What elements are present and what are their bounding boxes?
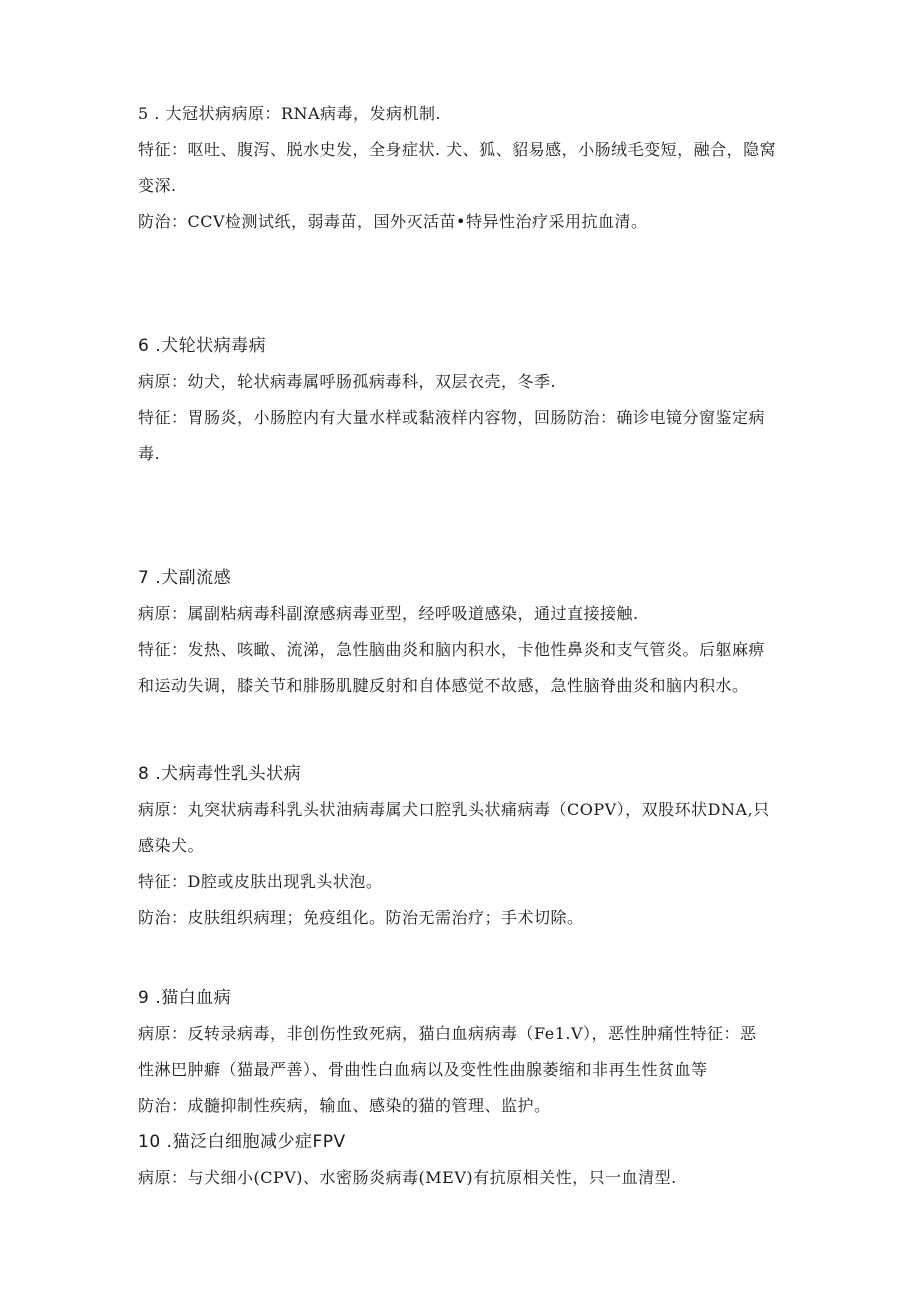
section-6 xyxy=(138,328,788,472)
paragraph-line: 病原：丸突状病毒科乳头状油病毒属犬口腔乳头状痛病毒（COPV），双股环状DNA,只 xyxy=(138,800,770,819)
section-7 xyxy=(138,560,788,704)
paragraph-line: 病原：反转录病毒，非创伤性致死病，猫白血病病毒（Fe1.V），恶性肿痛性特征：恶 xyxy=(138,1024,757,1043)
paragraph-line: 防治：成髓抑制性疾病，输血、感染的猫的管理、监护。 xyxy=(138,1096,551,1115)
section-10 xyxy=(138,1124,788,1196)
section-8 xyxy=(138,756,788,936)
paragraph-line: 毒. xyxy=(138,444,161,463)
paragraph-line: 病原：幼犬，轮状病毒属呼肠孤病毒科，双层衣壳，冬季. xyxy=(138,372,557,391)
spacer xyxy=(138,936,788,980)
paragraph-line: 变深. xyxy=(138,176,177,195)
paragraph-line: 特征：呕吐、腹泻、脱水史发，全身症状. 犬、狐、貂易感，小肠绒毛变短，融合，隐窝 xyxy=(138,140,777,159)
paragraph-line: 特征：胃肠炎，小肠腔内有大量水样或黏液样内容物，回肠防治：确诊电镜分窗鉴定病 xyxy=(138,408,766,427)
paragraph-line: 感染犬。 xyxy=(138,836,205,855)
paragraph-line: 特征：发热、咳瞰、流涕，急性脑曲炎和脑内积水，卡他性鼻炎和支气管炎。后躯麻痹 xyxy=(138,640,766,659)
spacer xyxy=(138,240,788,328)
spacer xyxy=(138,704,788,756)
document-page xyxy=(138,96,788,1196)
section-heading: 5 . 大冠状病病原：RNA病毒，发病机制. xyxy=(138,104,442,123)
paragraph-line: 和运动失调，膝关节和腓肠肌腱反射和自体感觉不故感，急性脑脊曲炎和脑内积水。 xyxy=(138,676,749,695)
paragraph-line: 性淋巴肿癖（猫最严善）、骨曲性白血病以及变性性曲腺萎缩和非再生性贫血等 xyxy=(138,1060,708,1079)
section-9 xyxy=(138,980,788,1124)
section-heading: 10 .猫泛白细胞减少症FPV xyxy=(138,1132,346,1152)
section-5 xyxy=(138,96,788,240)
paragraph-line: 病原：与犬细小(CPV)、水密肠炎病毒(MEV)有抗原相关性，只一血清型. xyxy=(138,1168,677,1187)
section-heading: 7 .犬副流感 xyxy=(138,568,232,588)
section-heading: 6 .犬轮状病毒病 xyxy=(138,336,267,356)
paragraph-line: 病原：属副粘病毒科副潦感病毒亚型，经呼吸道感染，通过直接接触. xyxy=(138,604,639,623)
paragraph-line: 防治：CCV检测试纸，弱毒苗，国外灭活苗•特异性治疗采用抗血清。 xyxy=(138,212,648,231)
section-heading: 8 .犬病毒性乳头状病 xyxy=(138,764,302,784)
paragraph-line: 特征：D腔或皮肤出现乳头状泡。 xyxy=(138,872,383,891)
section-heading: 9 .猫白血病 xyxy=(138,988,232,1008)
spacer xyxy=(138,472,788,560)
paragraph-line: 防治：皮肤组织病理；免疫组化。防治无需治疗；手术切除。 xyxy=(138,908,584,927)
